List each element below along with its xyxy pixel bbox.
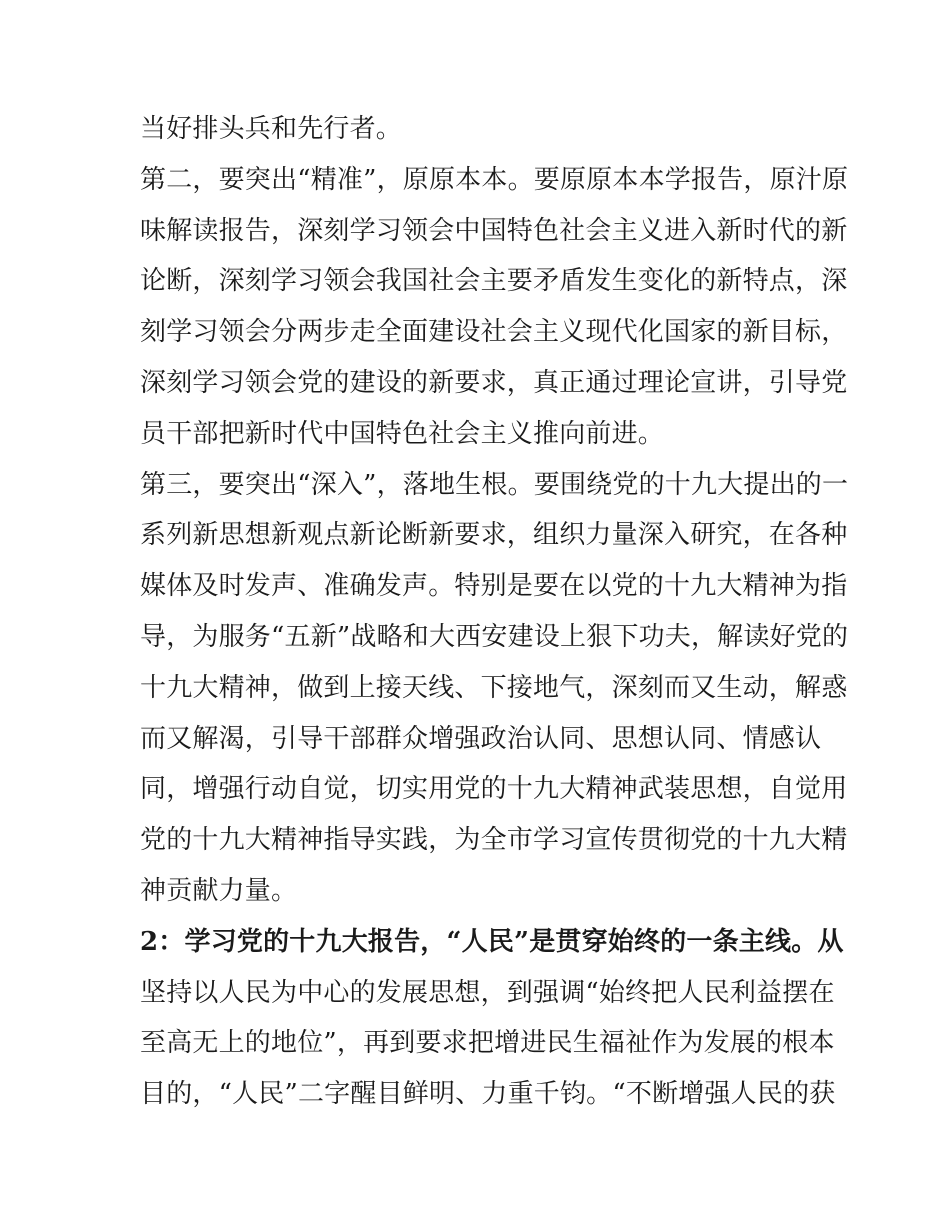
text-line: 第三，要突出“深入”，落地生根。要围绕党的十九大提出的一	[140, 469, 849, 500]
text-line: 第二，要突出“精准”，原原本本。要原原本本学报告，原汁原	[140, 164, 849, 195]
text-line: 刻学习领会分两步走全面建设社会主义现代化国家的新目标，	[140, 317, 848, 348]
text-line: 至高无上的地位”，再到要求把增进民生福祉作为发展的根本	[140, 1028, 835, 1059]
text-line: 媒体及时发声、准确发声。特别是要在以党的十九大精神为指	[140, 571, 848, 602]
text-line: 深刻学习领会党的建设的新要求，真正通过理论宣讲，引导党	[140, 367, 848, 398]
text-line: 目的，“人民”二字醒目鲜明、力重千钧。“不断增强人民的获	[140, 1079, 836, 1110]
text-line: 2：学习党的十九大报告，“人民”是贯穿始终的一条主线。从	[140, 926, 844, 957]
text-line: 而又解渴，引导干部群众增强政治认同、思想认同、情感认	[140, 723, 822, 754]
text-line: 当好排头兵和先行者。	[140, 114, 403, 144]
text-line: 十九大精神，做到上接天线、下接地气，深刻而又生动，解惑	[140, 672, 848, 703]
text-line: 员干部把新时代中国特色社会主义推向前进。	[140, 418, 665, 449]
text-line: 论断，深刻学习领会我国社会主要矛盾发生变化的新特点，深	[140, 266, 848, 297]
text-line: 系列新思想新观点新论断新要求，组织力量深入研究，在各种	[140, 520, 848, 551]
text-line: 味解读报告，深刻学习领会中国特色社会主义进入新时代的新	[140, 215, 848, 246]
text-line: 导，为服务“五新”战略和大西安建设上狠下功夫，解读好党的	[140, 621, 849, 652]
text-line: 神贡献力量。	[140, 875, 298, 906]
text-line: 党的十九大精神指导实践，为全市学习宣传贯彻党的十九大精	[140, 825, 848, 856]
text-line: 坚持以人民为中心的发展思想，到强调“始终把人民利益摆在	[140, 977, 835, 1008]
text-line: 同，增强行动自觉，切实用党的十九大精神武装思想，自觉用	[140, 774, 848, 805]
body-text	[140, 104, 849, 1120]
